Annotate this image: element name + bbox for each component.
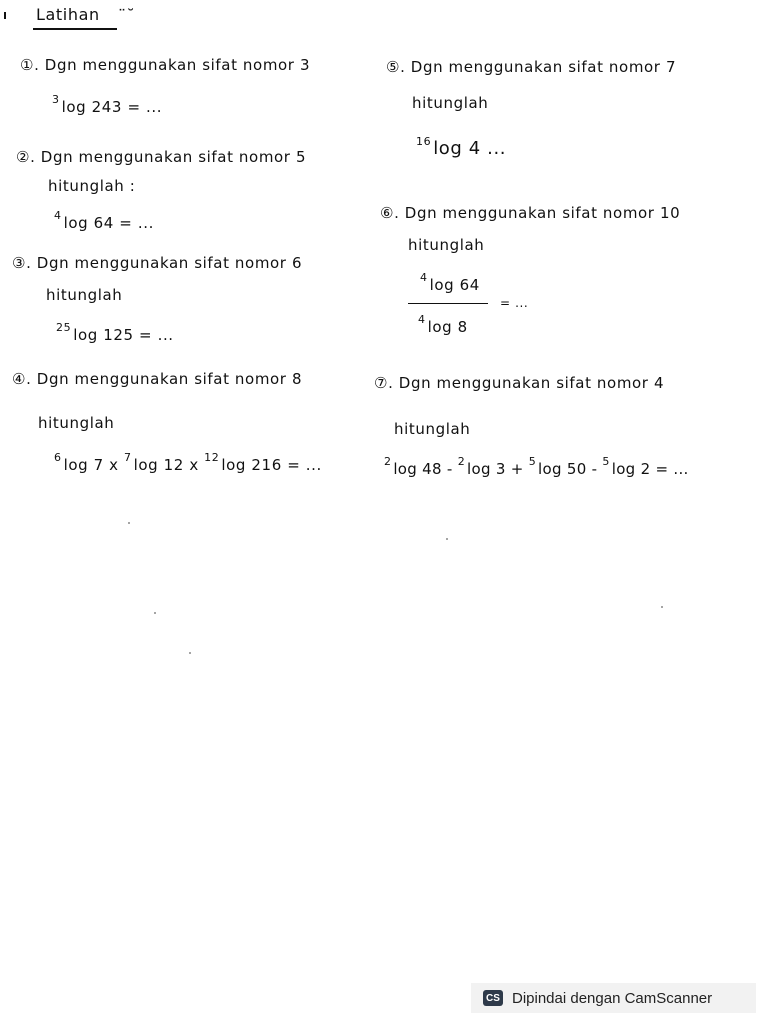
log-term: log 7 x bbox=[63, 456, 119, 474]
log-expression: log 4 ... bbox=[433, 138, 507, 159]
log-base: 5 bbox=[528, 455, 537, 468]
log-expression: log 64 bbox=[429, 276, 480, 294]
problem-number-5: ⑤ bbox=[386, 58, 401, 76]
problem-6-denominator bbox=[418, 313, 468, 336]
log-expression: log 125 = ... bbox=[73, 326, 174, 344]
problem-6-numerator bbox=[420, 271, 480, 294]
problem-2-expression bbox=[54, 209, 154, 232]
log-term: log 48 - bbox=[393, 460, 453, 478]
log-term: log 3 + bbox=[467, 460, 524, 478]
problem-4-instruction: . Dgn menggunakan sifat nomor 8 bbox=[26, 370, 303, 388]
problem-2-instruction: . Dgn menggunakan sifat nomor 5 bbox=[30, 148, 307, 166]
problem-number-4: ④ bbox=[12, 370, 27, 388]
problem-6-prompt: hitunglah bbox=[408, 236, 485, 254]
log-base: 4 bbox=[420, 271, 428, 284]
paper-speck bbox=[446, 538, 448, 540]
camscanner-watermark bbox=[471, 983, 756, 1013]
log-base: 16 bbox=[416, 135, 432, 148]
log-base: 6 bbox=[54, 451, 62, 464]
problem-3-heading bbox=[12, 254, 302, 272]
problem-5-heading bbox=[386, 58, 676, 76]
problem-7-instruction: . Dgn menggunakan sifat nomor 4 bbox=[388, 374, 665, 392]
problem-number-1: ① bbox=[20, 56, 35, 74]
log-base: 4 bbox=[418, 313, 426, 326]
log-base: 7 bbox=[124, 451, 132, 464]
problem-4-expression bbox=[54, 451, 322, 474]
page-title: Latihan bbox=[36, 5, 100, 24]
log-base: 12 bbox=[204, 451, 220, 464]
problem-3-prompt: hitunglah bbox=[46, 286, 123, 304]
problem-4-heading bbox=[12, 370, 302, 388]
log-base: 5 bbox=[602, 455, 610, 468]
problem-3-instruction: . Dgn menggunakan sifat nomor 6 bbox=[26, 254, 303, 272]
problem-7-expression bbox=[384, 455, 689, 478]
problem-7-prompt: hitunglah bbox=[394, 420, 471, 438]
problem-5-prompt: hitunglah bbox=[412, 94, 489, 112]
log-term: log 12 x bbox=[133, 456, 199, 474]
problem-6-instruction: . Dgn menggunakan sifat nomor 10 bbox=[394, 204, 681, 222]
problem-1-instruction: . Dgn menggunakan sifat nomor 3 bbox=[34, 56, 311, 74]
log-base: 2 bbox=[457, 455, 466, 468]
camscanner-logo-icon: CS bbox=[483, 990, 503, 1006]
paper-speck bbox=[128, 522, 130, 524]
camscanner-text: Dipindai dengan CamScanner bbox=[512, 989, 713, 1007]
problem-5-instruction: . Dgn menggunakan sifat nomor 7 bbox=[400, 58, 677, 76]
problem-2-prompt: hitunglah : bbox=[48, 177, 136, 195]
log-base: 3 bbox=[52, 93, 60, 106]
smiley-doodle: ¨˘ bbox=[118, 6, 136, 25]
problem-1-expression bbox=[52, 93, 163, 116]
log-expression: log 8 bbox=[427, 318, 468, 336]
problem-5-expression bbox=[416, 135, 507, 159]
paper-speck bbox=[661, 606, 663, 608]
problem-6-result: = ... bbox=[500, 296, 529, 310]
title-underline bbox=[33, 28, 117, 30]
paper-speck bbox=[189, 652, 191, 654]
log-term: log 216 = ... bbox=[221, 456, 322, 474]
problem-1-heading bbox=[20, 56, 310, 74]
fraction-bar bbox=[408, 303, 488, 304]
log-term: log 2 = ... bbox=[611, 460, 689, 478]
log-base: 2 bbox=[384, 455, 392, 468]
problem-4-prompt: hitunglah bbox=[38, 414, 115, 432]
problem-number-2: ② bbox=[16, 148, 31, 166]
log-expression: log 64 = ... bbox=[63, 214, 154, 232]
log-expression: log 243 = ... bbox=[61, 98, 163, 116]
log-term: log 50 - bbox=[538, 460, 598, 478]
problem-number-3: ③ bbox=[12, 254, 27, 272]
log-base: 25 bbox=[56, 321, 72, 334]
problem-3-expression bbox=[56, 321, 174, 344]
problem-number-6: ⑥ bbox=[380, 204, 395, 222]
margin-mark bbox=[4, 12, 6, 19]
log-base: 4 bbox=[54, 209, 62, 222]
paper-speck bbox=[154, 612, 156, 614]
problem-2-heading bbox=[16, 148, 306, 166]
problem-number-7: ⑦ bbox=[374, 374, 389, 392]
problem-6-heading bbox=[380, 204, 680, 222]
problem-7-heading bbox=[374, 374, 664, 392]
